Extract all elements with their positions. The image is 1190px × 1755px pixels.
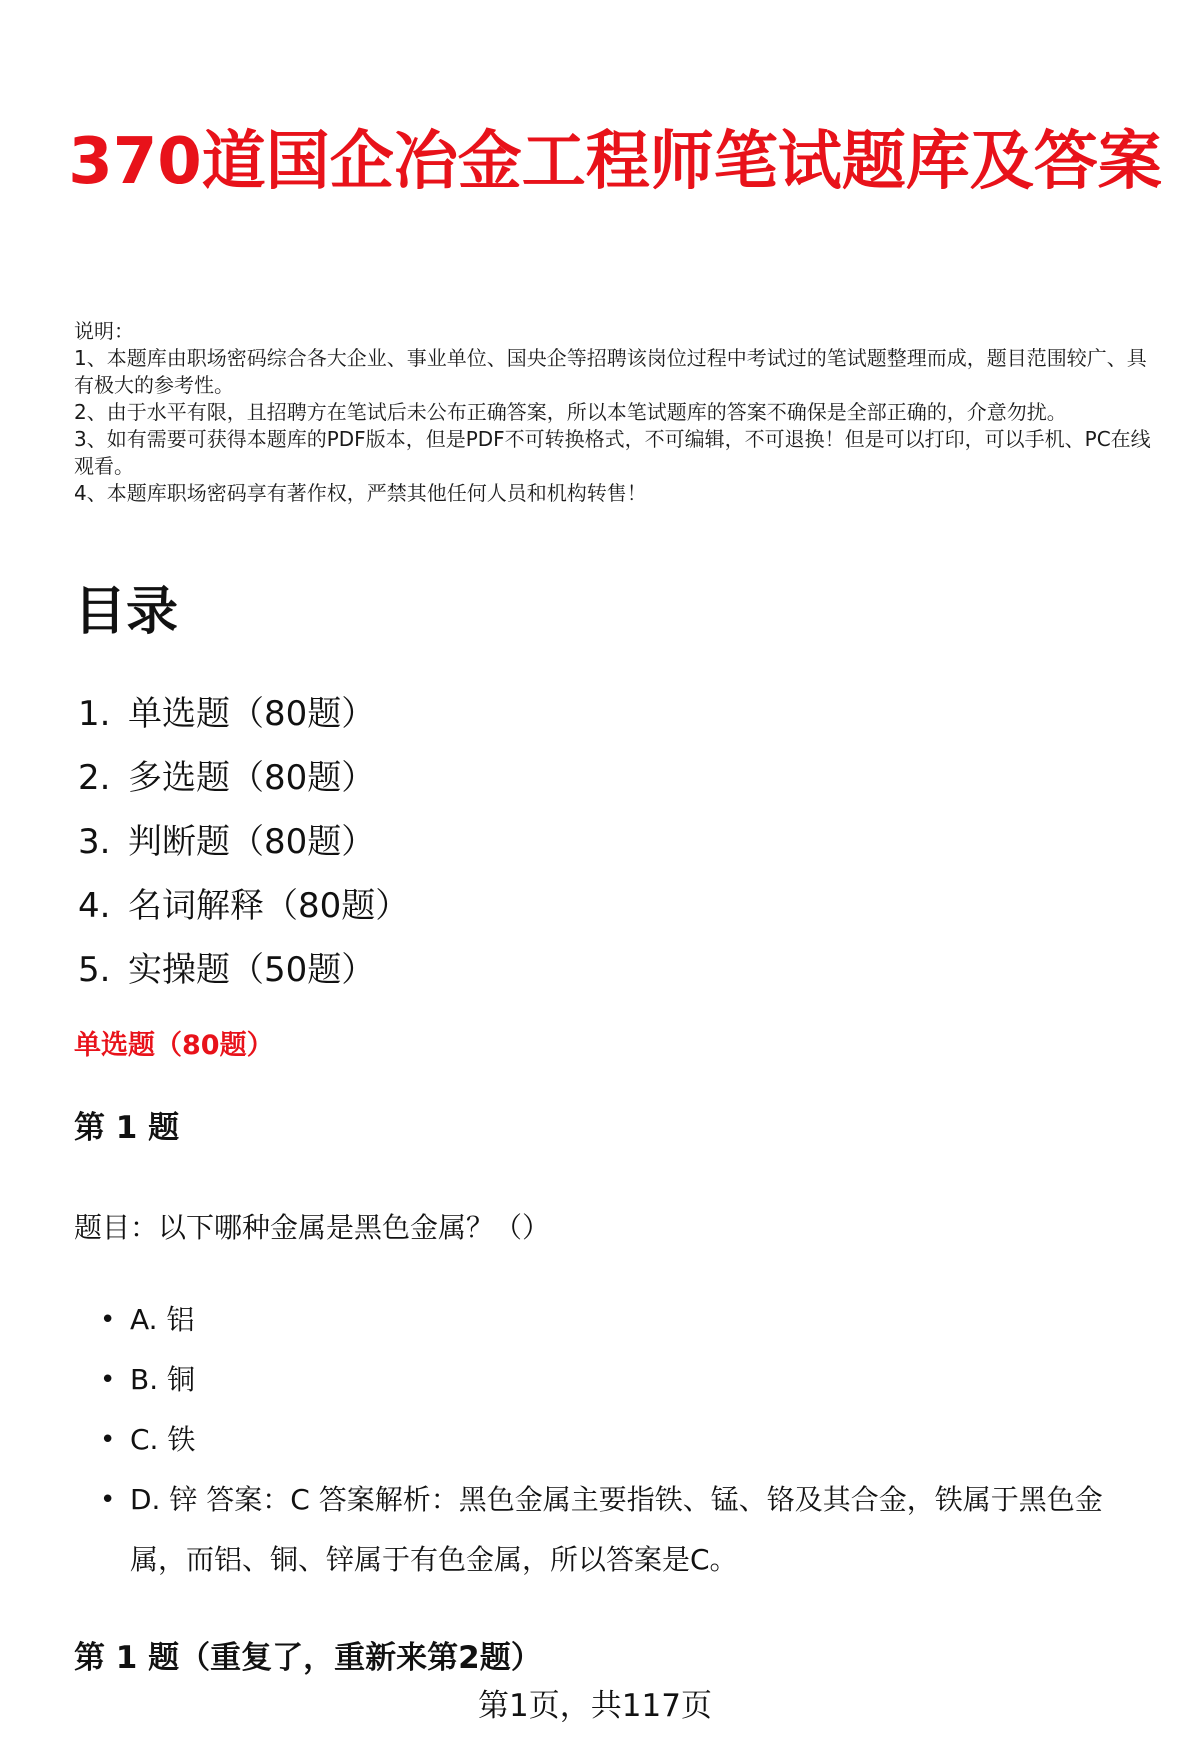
toc-item-number: 1.: [78, 694, 111, 734]
toc-item-label: 名词解释（80题）: [128, 886, 410, 926]
table-of-contents: [78, 682, 409, 1002]
notes-item: 3、如有需要可获得本题库的PDF版本，但是PDF不可转换格式，不可编辑，不可退换！但是可以打印，可以手机、PC在线观看。: [74, 427, 1151, 478]
document-title: 370道国企冶金工程师笔试题库及答案: [68, 125, 1162, 199]
toc-item-label: 单选题（80题）: [128, 694, 376, 734]
answer-options: [100, 1290, 1140, 1590]
toc-item[interactable]: [78, 746, 409, 810]
notes-item: 1、本题库由职场密码综合各大企业、事业单位、国央企等招聘该岗位过程中考试过的笔试题整理而成，题目范围较广、具有极大的参考性。: [74, 346, 1147, 397]
notes-item: 4、本题库职场密码享有著作权，严禁其他任何人员和机构转售！: [74, 481, 647, 505]
toc-item-number: 3.: [78, 822, 111, 862]
toc-item-number: 5.: [78, 950, 111, 990]
toc-item-label: 判断题（80题）: [128, 822, 376, 862]
toc-heading: 目录: [74, 582, 179, 642]
option-item: • B. 铜: [100, 1350, 1140, 1410]
page-footer: 第1页，共117页: [478, 1688, 712, 1724]
toc-item-label: 多选题（80题）: [128, 758, 376, 798]
toc-item[interactable]: [78, 682, 409, 746]
question-heading: 第 1 题: [74, 1110, 180, 1146]
toc-item-label: 实操题（50题）: [128, 950, 376, 990]
notes-item: 2、由于水平有限，且招聘方在笔试后未公布正确答案，所以本笔试题库的答案不确保是全部正确的，介意勿扰。: [74, 400, 1067, 424]
section-title: 单选题（80题）: [74, 1030, 274, 1061]
toc-item-number: 4.: [78, 886, 111, 926]
question-heading: 第 1 题（重复了，重新来第2题）: [74, 1640, 542, 1676]
toc-item[interactable]: [78, 810, 409, 874]
notes-block: [74, 318, 1154, 507]
option-item: • C. 铁: [100, 1410, 1140, 1470]
question-prompt: 题目：以下哪种金属是黑色金属？（）: [74, 1211, 551, 1244]
toc-item[interactable]: [78, 938, 409, 1002]
option-item: • D. 锌 答案：C 答案解析：黑色金属主要指铁、锰、铬及其合金，铁属于黑色金属，而铝、铜、锌属于有色金属，所以答案是C。: [100, 1470, 1140, 1590]
toc-item[interactable]: [78, 874, 409, 938]
toc-item-number: 2.: [78, 758, 111, 798]
notes-heading: 说明：: [74, 319, 134, 343]
option-item: • A. 铝: [100, 1290, 1140, 1350]
